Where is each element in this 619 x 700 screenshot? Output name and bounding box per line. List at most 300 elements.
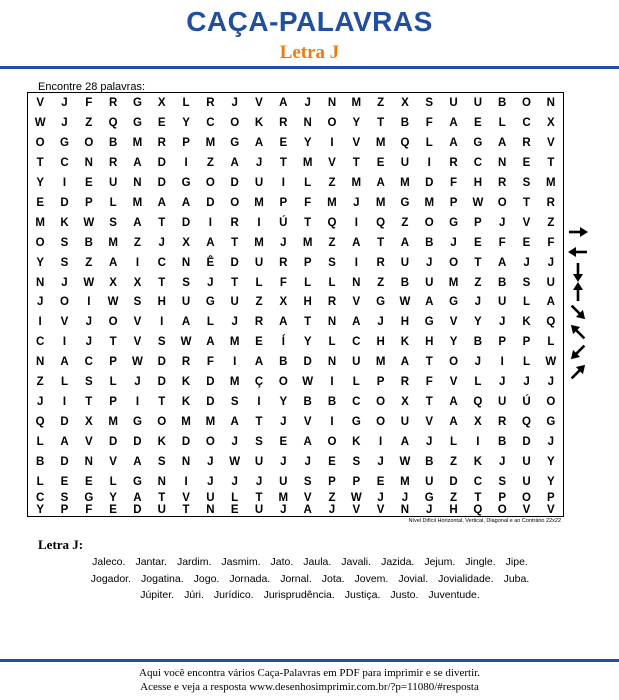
grid-letter: U [254,456,264,469]
arrow-down-right-icon [568,302,589,323]
grid-letter: I [160,316,164,329]
grid-letter: G [59,136,69,149]
grid-letter: P [547,492,555,504]
grid-letter: M [375,196,386,209]
grid-letter: M [400,476,410,489]
grid-letter: V [84,436,93,449]
arrow-right-icon [569,227,588,237]
grid-letter: D [60,196,69,209]
grid-letter: I [330,416,334,429]
grid-letter: P [182,136,190,149]
grid-letter: T [158,396,166,409]
grid-letter: O [376,416,386,429]
grid-letter: M [254,196,264,209]
grid-letter: O [522,492,531,504]
grid-letter: R [546,196,555,209]
grid-letter: Z [450,492,458,504]
grid-letter: C [473,156,483,169]
grid-letter: Q [546,316,556,329]
grid-letter: U [400,416,410,429]
grid-letter: K [254,116,264,129]
grid-letter: S [425,96,434,109]
grid-letter: A [279,316,288,329]
grid-letter: B [425,236,434,249]
grid-letter: A [400,436,410,449]
grid-letter: A [108,256,118,269]
grid-letter: Q [473,504,483,516]
grid-letter: S [182,276,190,289]
grid-letter: T [304,216,312,229]
grid-letter: L [182,96,190,109]
grid-letter: K [473,456,483,469]
grid-letter: R [449,156,458,169]
grid-letter: J [498,316,506,329]
grid-letter: B [400,276,410,289]
grid-letter: J [523,256,530,269]
grid-letter: V [109,456,117,469]
grid-letter: J [328,504,336,516]
grid-letter: D [303,356,312,369]
grid-letter: U [400,256,410,269]
grid-letter: O [327,116,337,129]
grid-letter: P [303,256,312,269]
grid-letter: F [425,376,433,389]
grid-letter: I [476,436,480,449]
grid-letter: R [254,316,264,329]
grid-letter: O [84,136,94,149]
word-item: Javali. [341,556,372,568]
grid-letter: U [254,504,264,516]
grid-letter: D [157,376,166,389]
grid-letter: Y [36,504,44,516]
arrow-up-left-icon [567,321,588,342]
grid-letter: L [36,436,44,449]
grid-letter: Y [109,492,117,504]
grid-letter: A [303,504,312,516]
grid-letter: L [206,316,214,329]
grid-letter: V [449,376,458,389]
grid-letter: Z [377,276,385,289]
grid-letter: J [280,416,287,429]
grid-letter: L [109,196,117,209]
word-item: Jogador. [90,572,132,585]
grid-letter: Z [377,96,385,109]
grid-letter: A [376,176,385,189]
grid-letter: A [546,296,555,309]
grid-letter: Y [474,316,482,329]
grid-letter: Z [328,236,336,249]
grid-letter: E [474,236,482,249]
grid-letter: J [547,256,555,269]
grid-letter: B [425,456,434,469]
grid-letter: Y [36,176,44,189]
footer-line-1: Aqui você encontra vários Caça-Palavras em PDF para imprimir e se divertir. [139,667,480,679]
grid-letter: L [109,376,117,389]
grid-letter: F [85,96,93,109]
grid-letter: J [498,216,506,229]
grid-letter: J [304,456,311,469]
grid-letter: Z [206,156,214,169]
grid-letter: B [303,396,312,409]
grid-letter: M [254,236,264,249]
grid-letter: U [254,176,264,189]
grid-letter: A [133,156,142,169]
grid-letter: T [279,156,287,169]
grid-letter: J [207,456,214,469]
grid-letter: N [327,96,337,109]
grid-letter: N [327,356,337,369]
grid-letter: B [498,96,507,109]
grid-letter: P [522,336,531,349]
word-item: Júri. [184,589,204,601]
grid-letter: L [328,276,336,289]
grid-letter: Y [547,456,555,469]
grid-letter: Ç [254,376,264,389]
grid-letter: R [206,96,215,109]
difficulty-note: Nível Difícil Horizontal, Vertical, Diagonal e ao Contrário 22x22 [408,518,561,524]
grid-letter: G [230,136,240,149]
grid-letter: P [449,196,458,209]
grid-letter: Q [35,416,45,429]
grid-letter: T [36,156,44,169]
grid-letter: W [302,376,314,389]
grid-letter: T [231,236,239,249]
grid-letter: Q [400,136,410,149]
grid-letter: M [278,492,289,504]
arrow-down-left-icon [567,342,588,363]
grid-letter: L [450,436,458,449]
grid-letter: C [157,256,166,269]
grid-letter: B [36,456,45,469]
grid-letter: S [522,176,531,189]
grid-letter: Z [328,492,336,504]
grid-letter: M [351,96,362,109]
grid-letter: J [304,96,311,109]
grid-letter: X [279,296,288,309]
grid-letter: T [304,316,312,329]
grid-letter: J [377,492,384,504]
grid-letter: J [255,476,263,489]
grid-letter: G [181,176,191,189]
grid-letter: I [330,376,334,389]
grid-letter: B [108,136,118,149]
grid-letter: L [547,336,555,349]
grid-letter: V [303,492,312,504]
grid-letter: S [255,436,263,449]
grid-letter: O [546,396,556,409]
grid-letter: M [351,176,362,189]
grid-letter: G [473,136,483,149]
grid-letter: K [181,376,191,389]
grid-letter: R [327,296,337,309]
grid-letter: M [375,136,386,149]
grid-letter: A [206,236,215,249]
grid-letter: V [547,136,555,149]
grid-letter: U [425,476,434,489]
grid-letter: X [133,276,142,289]
direction-arrows [565,222,595,382]
grid-letter: V [352,296,361,309]
grid-letter: J [61,276,68,289]
grid-letter: D [133,436,142,449]
grid-letter: F [450,176,458,189]
grid-letter: L [109,476,117,489]
grid-letter: C [522,116,531,129]
grid-letter: R [108,156,118,169]
grid-letter: X [157,96,166,109]
grid-letter: D [181,436,191,449]
grid-letter: A [400,356,410,369]
grid-letter: A [157,196,166,209]
grid-letter: C [352,396,361,409]
grid-letter: S [60,256,69,269]
grid-letter: N [133,176,142,189]
grid-letter: Y [36,256,44,269]
grid-letter: S [84,376,93,389]
grid-letter: W [545,356,557,369]
grid-letter: V [255,96,263,109]
grid-letter: X [401,96,409,109]
grid-letter: X [474,416,482,429]
grid-letter: H [400,316,410,329]
word-search-grid [27,92,564,517]
grid-letter: W [229,456,241,469]
grid-letter: S [157,336,166,349]
grid-letter: U [522,476,531,489]
grid-letter: T [182,504,190,516]
grid-letter: J [280,504,287,516]
grid-letter: M [132,196,143,209]
grid-letter: R [279,256,288,269]
grid-letter: M [400,176,410,189]
grid-letter: E [109,504,117,516]
grid-letter: K [400,336,410,349]
grid-letter: B [279,356,288,369]
grid-letter: S [230,396,239,409]
grid-letter: C [36,336,45,349]
grid-letter: P [474,216,482,229]
grid-letter: S [328,256,336,269]
grid-letter: M [35,216,45,229]
grid-letter: Z [328,176,336,189]
grid-letter: R [498,416,507,429]
grid-letter: I [257,396,261,409]
grid-letter: V [449,316,458,329]
grid-letter: S [60,492,69,504]
instructions-text: Encontre 28 palavras: [38,81,146,93]
grid-letter: J [207,476,214,489]
grid-letter: S [352,456,361,469]
word-list-heading: Letra J: [38,537,84,552]
grid-letter: A [181,196,191,209]
grid-letter: I [62,336,67,349]
grid-letter: B [498,276,507,289]
grid-letter: Í [281,336,285,349]
grid-letter: O [157,416,167,429]
grid-letter: Y [279,396,288,409]
grid-letter: I [257,216,261,229]
word-item: Jurisprudência. [263,589,335,601]
arrow-up-right-icon [568,361,589,382]
arrow-left-icon [568,247,587,257]
grid-letter: R [279,116,288,129]
grid-letter: E [36,196,44,209]
grid-letter: Ú [279,216,288,229]
grid-letter: F [304,196,312,209]
grid-letter: G [205,296,215,309]
grid-letter: G [449,296,459,309]
grid-letter: J [450,236,457,249]
grid-letter: E [279,436,288,449]
grid-letter: Z [85,256,93,269]
grid-letter: I [500,356,504,369]
grid-letter: O [108,316,118,329]
grid-letter: G [376,296,386,309]
grid-letter: L [474,376,482,389]
grid-letter: L [352,376,360,389]
grid-letter: J [231,476,238,489]
grid-letter: D [449,476,458,489]
grid-letter: D [181,216,191,229]
grid-letter: S [157,456,166,469]
page-title: CAÇA-PALAVRAS [186,6,433,37]
grid-letter: P [376,376,385,389]
grid-letter: Z [547,216,555,229]
grid-letter: R [400,376,410,389]
grid-letter: U [473,96,483,109]
grid-letter: M [327,196,337,209]
grid-letter: H [157,296,166,309]
grid-letter: B [84,236,93,249]
grid-letter: J [523,376,530,389]
grid-letter: N [36,356,45,369]
grid-letter: A [303,436,312,449]
grid-letter: O [205,436,215,449]
grid-letter: D [425,176,434,189]
grid-letter: I [208,216,212,229]
grid-letter: C [36,492,45,504]
word-item: Juventude. [428,589,480,601]
grid-letter: F [279,276,287,289]
grid-letter: T [523,196,531,209]
grid-letter: P [84,196,93,209]
grid-letter: I [379,436,383,449]
grid-letter: E [522,236,531,249]
grid-letter: U [498,296,507,309]
grid-letter: N [84,156,93,169]
grid-letter: O [522,96,531,109]
grid-letter: O [278,376,288,389]
grid-letter: S [133,296,142,309]
grid-letter: J [231,316,238,329]
grid-letter: C [84,356,93,369]
grid-letter: T [158,216,166,229]
grid-letter: U [546,276,555,289]
word-item: Jaleco. [92,556,126,568]
grid-letter: J [36,396,44,409]
grid-letter: V [376,504,385,516]
grid-letter: P [60,504,69,516]
grid-letter: T [474,256,482,269]
grid-letter: D [206,196,215,209]
grid-letter: Y [303,336,312,349]
grid-letter: N [206,504,215,516]
word-item: Jipe. [505,556,528,568]
grid-letter: S [60,236,69,249]
grid-letter: V [352,136,361,149]
grid-letter: K [181,396,191,409]
grid-letter: E [376,156,385,169]
grid-letter: A [449,136,458,149]
word-item: Jaula. [303,556,332,568]
grid-letter: P [498,336,507,349]
word-item: Jardim. [176,556,212,568]
grid-letter: E [84,176,93,189]
grid-letter: M [424,196,435,209]
grid-letter: W [399,296,411,309]
grid-letter: M [302,156,313,169]
grid-letter: E [376,476,385,489]
grid-letter: Z [255,296,263,309]
grid-letter: J [280,236,287,249]
grid-letter: I [184,156,188,169]
grid-letter: N [181,456,191,469]
grid-letter: A [254,136,264,149]
grid-letter: V [182,492,190,504]
grid-letter: I [38,316,42,329]
grid-letter: R [157,136,166,149]
grid-letter: S [109,216,117,229]
grid-letter: W [107,296,119,309]
grid-letter: M [229,376,240,389]
grid-letter: R [230,216,239,229]
grid-letter: T [547,156,555,169]
grid-letter: D [522,436,531,449]
grid-letter: J [61,96,68,109]
grid-letter: M [229,336,240,349]
grid-letter: V [36,96,44,109]
grid-letter: P [109,356,117,369]
grid-letter: Z [450,456,458,469]
grid-letter: E [328,456,336,469]
grid-letter: B [498,436,507,449]
grid-letter: N [498,156,507,169]
grid-letter: G [424,492,434,504]
grid-letter: A [133,492,142,504]
word-item: Jazida. [381,556,415,568]
grid-letter: L [425,136,433,149]
grid-letter: N [400,504,410,516]
grid-letter: A [254,356,264,369]
grid-letter: L [328,336,336,349]
grid-letter: E [255,336,263,349]
grid-letter: W [131,356,143,369]
grid-letter: J [85,336,92,349]
word-list-line [20,587,600,604]
grid-letter: L [255,276,263,289]
grid-letter: A [352,316,361,329]
grid-letter: E [157,116,166,129]
arrow-up-icon [573,282,583,301]
grid-letter: L [304,176,312,189]
grid-letter: J [231,96,238,109]
grid-letter: N [303,116,312,129]
word-item: Jovem. [354,572,389,585]
grid-letter: L [231,492,239,504]
grid-letter: C [473,476,483,489]
grid-letter: X [84,416,93,429]
grid-letter: U [279,476,288,489]
